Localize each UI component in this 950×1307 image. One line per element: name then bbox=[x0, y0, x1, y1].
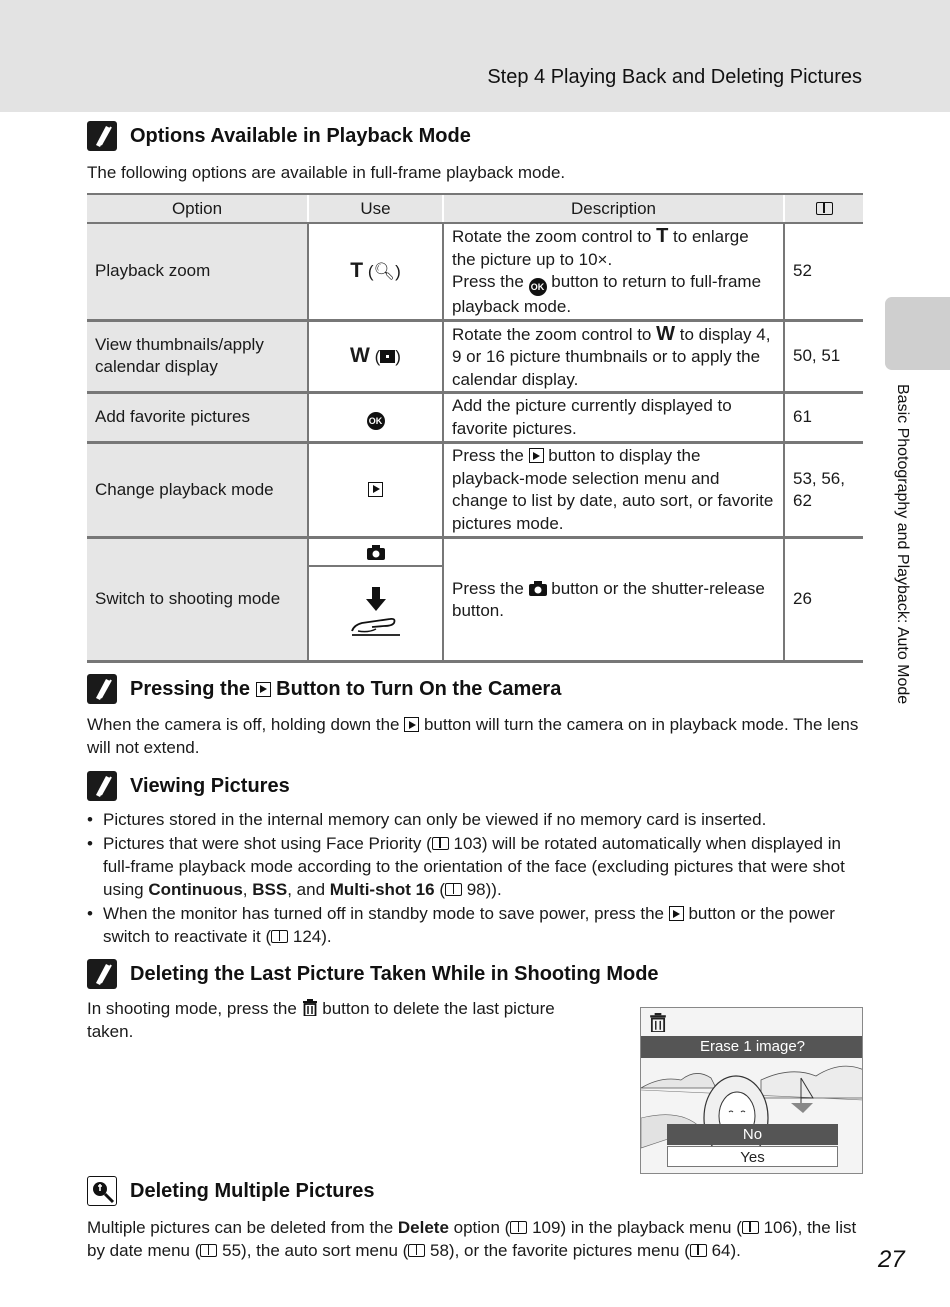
use-cell bbox=[308, 223, 443, 320]
text-part: button to delete the last picture taken. bbox=[87, 999, 555, 1041]
camera-button-subcell bbox=[309, 540, 442, 567]
text-part: button or the power switch to reactivate it ( bbox=[103, 904, 835, 946]
wide-letter: W bbox=[656, 322, 675, 345]
ref-cell: 26 bbox=[784, 538, 863, 662]
col-header-ref bbox=[784, 194, 863, 223]
ref-cell: 61 bbox=[784, 393, 863, 443]
viewing-bullet-list bbox=[87, 808, 863, 949]
desc-text: to display 4, 9 or 16 picture thumbnails or to apply the calendar display. bbox=[452, 324, 771, 389]
table-row bbox=[87, 393, 863, 443]
text-part: , bbox=[242, 880, 253, 899]
text-part: Multiple pictures can be deleted from the bbox=[87, 1218, 398, 1237]
lcd-erase-prompt: Erase 1 image? bbox=[641, 1036, 863, 1058]
description-cell bbox=[443, 223, 784, 320]
page-number: 27 bbox=[878, 1246, 905, 1273]
zoom-tele-icon: (🔍︎) bbox=[367, 261, 401, 281]
col-header-description: Description bbox=[443, 194, 784, 223]
desc-text: Rotate the zoom control to bbox=[452, 227, 657, 246]
text-part: Pictures that were shot using Face Priority ( bbox=[103, 834, 432, 853]
chapter-tab-label: Basic Photography and Playback: Auto Mode bbox=[894, 384, 911, 705]
description-cell bbox=[443, 443, 784, 538]
playback-button-icon bbox=[404, 717, 419, 732]
book-ref-icon bbox=[408, 1244, 425, 1257]
text-part: 124). bbox=[288, 927, 332, 946]
page-header bbox=[0, 0, 950, 112]
description-cell: Add the picture currently displayed to favorite pictures. bbox=[443, 393, 784, 443]
section-delete-last-text bbox=[87, 997, 587, 1043]
text-part: Delete bbox=[397, 1218, 449, 1237]
note-pencil-icon bbox=[87, 959, 117, 989]
desc-text: button to return to full-frame playback mode. bbox=[452, 272, 762, 316]
book-ref-icon bbox=[510, 1221, 527, 1234]
text-part: 55), the auto sort menu ( bbox=[217, 1241, 409, 1260]
ref-cell: 50, 51 bbox=[784, 320, 863, 393]
book-ref-icon bbox=[271, 930, 288, 943]
title-part: Button to Turn On the Camera bbox=[270, 677, 562, 700]
thumbnail-icon: ( ) bbox=[374, 346, 401, 366]
note-pencil-icon bbox=[87, 121, 117, 151]
note-pencil-icon bbox=[87, 771, 117, 801]
description-cell bbox=[443, 538, 784, 662]
section-title: Deleting the Last Picture Taken While in Shooting Mode bbox=[130, 962, 659, 985]
camera-lcd-screen bbox=[640, 1007, 863, 1174]
section-delete-multiple-text bbox=[87, 1216, 867, 1262]
col-header-use: Use bbox=[308, 194, 443, 223]
text-part: Multi-shot 16 bbox=[329, 880, 435, 899]
list-item bbox=[87, 902, 863, 948]
desc-text: to enlarge the picture up to 10×. bbox=[452, 227, 749, 269]
lcd-option-no[interactable]: No bbox=[667, 1124, 838, 1145]
trash-icon bbox=[649, 1013, 667, 1032]
playback-button-icon bbox=[669, 906, 684, 921]
chapter-tab bbox=[885, 297, 950, 370]
text-part: Continuous bbox=[148, 880, 243, 899]
desc-text: Press the bbox=[452, 578, 529, 598]
use-cell bbox=[308, 538, 443, 662]
description-cell bbox=[443, 320, 784, 393]
section-power-heading bbox=[87, 674, 561, 704]
section-power-text bbox=[87, 713, 863, 759]
book-ref-icon bbox=[816, 202, 833, 215]
text-part: In shooting mode, press the bbox=[87, 999, 302, 1018]
zoom-tele-key: T bbox=[350, 258, 364, 282]
use-cell bbox=[308, 443, 443, 538]
option-cell: Playback zoom bbox=[87, 223, 308, 320]
zoom-wide-key: W bbox=[350, 343, 370, 367]
book-ref-icon bbox=[742, 1221, 759, 1234]
text-part: 103) will be rotated automatically when displayed in full-frame playback mode according to the orientation of the face (excluding pictures that were shot using bbox=[103, 834, 845, 899]
tele-letter: T bbox=[656, 225, 669, 247]
shutter-press-icon bbox=[346, 585, 406, 641]
text-part: When the monitor has turned off in standby mode to save power, press the bbox=[103, 904, 669, 923]
ref-cell: 53, 56, 62 bbox=[784, 443, 863, 538]
section-delete-last-heading bbox=[87, 959, 659, 989]
playback-button-icon bbox=[368, 482, 383, 497]
option-cell: Add favorite pictures bbox=[87, 393, 308, 443]
section-title: Deleting Multiple Pictures bbox=[130, 1179, 375, 1202]
text-part: 58), or the favorite pictures menu ( bbox=[425, 1241, 690, 1260]
desc-text: Press the bbox=[452, 446, 529, 465]
header-title: Step 4 Playing Back and Deleting Pictures bbox=[487, 66, 862, 88]
list-item: • Pictures stored in the internal memory can only be viewed if no memory card is inserted. bbox=[87, 808, 863, 831]
tip-icon bbox=[87, 1176, 117, 1206]
use-cell bbox=[308, 393, 443, 443]
shutter-subcell bbox=[309, 567, 442, 659]
option-cell: Change playback mode bbox=[87, 443, 308, 538]
section-title: Viewing Pictures bbox=[130, 774, 290, 797]
option-cell: View thumbnails/apply calendar display bbox=[87, 320, 308, 393]
text-part: , and bbox=[287, 880, 330, 899]
desc-text: Rotate the zoom control to bbox=[452, 324, 657, 344]
text-part: BSS bbox=[252, 880, 288, 899]
playback-button-icon bbox=[529, 448, 544, 463]
option-cell: Switch to shooting mode bbox=[87, 538, 308, 662]
text-part: button will turn the camera on in playback mode. The lens will not extend. bbox=[87, 715, 859, 757]
desc-text: button to display the playback-mode selection menu and change to list by date, auto sort, or favorite pictures mode. bbox=[452, 446, 774, 533]
desc-text: Press the bbox=[452, 272, 529, 291]
section-options-heading bbox=[87, 121, 471, 151]
book-ref-icon bbox=[200, 1244, 217, 1257]
text-part: 98)). bbox=[462, 880, 502, 899]
camera-icon bbox=[367, 545, 385, 560]
book-ref-icon bbox=[432, 837, 449, 850]
trash-icon bbox=[302, 999, 318, 1016]
note-pencil-icon bbox=[87, 674, 117, 704]
table-row bbox=[87, 223, 863, 320]
table-row bbox=[87, 443, 863, 538]
title-part: Pressing the bbox=[130, 677, 256, 700]
camera-icon bbox=[529, 581, 547, 596]
text-part: When the camera is off, holding down the bbox=[87, 715, 405, 734]
table-row bbox=[87, 320, 863, 393]
table-header-row bbox=[87, 194, 863, 223]
text-part: 64). bbox=[706, 1241, 741, 1260]
ref-cell: 52 bbox=[784, 223, 863, 320]
ok-button-icon: OK bbox=[367, 412, 385, 430]
playback-options-table bbox=[87, 193, 863, 663]
use-cell bbox=[308, 320, 443, 393]
col-header-option: Option bbox=[87, 194, 308, 223]
playback-button-icon bbox=[256, 682, 271, 697]
desc-text: button or the shutter-release button. bbox=[452, 578, 765, 620]
text-part: option ( bbox=[448, 1218, 511, 1237]
text-part: 109) in the playback menu ( bbox=[527, 1218, 742, 1237]
book-ref-icon bbox=[690, 1244, 707, 1257]
table-row bbox=[87, 538, 863, 662]
ok-button-icon: OK bbox=[529, 278, 547, 296]
section-delete-multiple-heading bbox=[87, 1176, 374, 1206]
section-intro: The following options are available in full-frame playback mode. bbox=[87, 163, 566, 182]
text-part: ( bbox=[434, 880, 445, 899]
book-ref-icon bbox=[445, 883, 462, 896]
section-title bbox=[130, 678, 561, 701]
list-item bbox=[87, 832, 863, 901]
section-viewing-heading bbox=[87, 771, 290, 801]
text-part: 106), the list by date menu ( bbox=[87, 1218, 857, 1260]
lcd-option-yes[interactable]: Yes bbox=[667, 1146, 838, 1167]
section-title: Options Available in Playback Mode bbox=[130, 124, 471, 147]
